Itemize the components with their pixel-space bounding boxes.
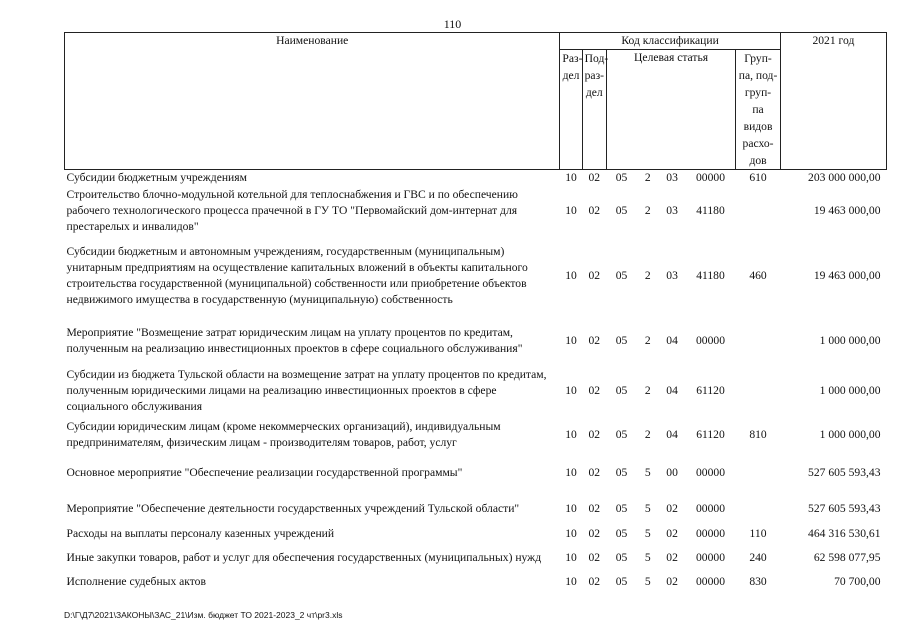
row-podrazdel: 02: [588, 527, 601, 540]
header-year: 2021 год: [780, 33, 886, 170]
row-amount: 203 000 000,00: [808, 171, 881, 184]
row-target-2: 2: [644, 269, 651, 282]
row-razdel: 10: [565, 575, 577, 588]
row-amount: 464 316 530,61: [808, 527, 881, 540]
row-amount: 1 000 000,00: [819, 428, 881, 441]
row-target-4: 41180: [696, 269, 725, 282]
row-name: Основное мероприятие "Обеспечение реализации государственной программы": [66, 466, 463, 479]
header-vidy: Груп- па, под- груп- па видов расхо- дов: [736, 50, 781, 170]
row-target-4: 61120: [696, 384, 725, 397]
table-body: [65, 170, 887, 591]
row-target-1: 05: [615, 204, 628, 217]
row-target-4: 00000: [696, 575, 725, 588]
row-podrazdel: 02: [588, 551, 601, 564]
budget-table: [64, 32, 887, 590]
row-target-2: 5: [644, 502, 651, 515]
row-target-1: 05: [615, 551, 628, 564]
row-name: Субсидии бюджетным и автономным учреждениям, государственным (муниципальным) унитарным предприятиям на осуществление капитальных вложений в объекты капитального строительства государственной (муниципальной) собственности или приобретение объектов недвижимого имущества в государственную (муниципальную) собственность: [66, 245, 528, 306]
table-row: [65, 526, 887, 542]
row-target-1: 05: [615, 466, 628, 479]
row-target-3: 04: [666, 428, 678, 441]
row-target-1: 05: [615, 527, 628, 540]
row-target-1: 05: [615, 428, 628, 441]
row-target-4: 00000: [696, 502, 725, 515]
row-podrazdel: 02: [588, 384, 601, 397]
header-name: Наименование: [65, 33, 560, 170]
row-target-3: 02: [666, 551, 678, 564]
footer-file-path: D:\Г\Д7\2021\ЗАКОНЫ\ЗАС_21\Изм. бюджет ТО 2021-2023_2 чт\pr3.xls: [64, 610, 343, 620]
row-target-2: 2: [644, 171, 651, 184]
row-expense-type: 110: [749, 527, 767, 540]
row-amount: 527 605 593,43: [808, 502, 881, 515]
row-name: Мероприятие "Обеспечение деятельности государственных учреждений Тульской области": [66, 502, 520, 515]
row-target-4: 41180: [696, 204, 725, 217]
row-name: Субсидии бюджетным учреждениям: [66, 171, 247, 184]
row-razdel: 10: [565, 204, 577, 217]
row-target-4: 00000: [696, 171, 725, 184]
row-target-4: 00000: [696, 466, 725, 479]
row-name: Иные закупки товаров, работ и услуг для обеспечения государственных (муниципальных) нужд: [66, 551, 542, 564]
row-podrazdel: 02: [588, 575, 601, 588]
row-target-1: 05: [615, 502, 628, 515]
row-target-4: 00000: [696, 551, 725, 564]
row-target-2: 5: [644, 527, 651, 540]
row-expense-type: [736, 492, 781, 526]
row-target-3: 03: [666, 171, 678, 184]
row-target-3: 00: [666, 466, 678, 479]
row-razdel: 10: [565, 527, 577, 540]
row-target-2: 2: [644, 384, 651, 397]
row-target-2: 2: [644, 204, 651, 217]
row-amount: 19 463 000,00: [813, 269, 881, 282]
header-razdel: Раз- дел: [560, 50, 582, 170]
row-name: Мероприятие "Возмещение затрат юридическим лицам на уплату процентов по кредитам, полученным на реализацию инвестиционных проектов в сфере социального обслуживания": [66, 326, 523, 355]
row-target-3: 04: [666, 334, 678, 347]
table-row: [65, 574, 887, 590]
row-target-3: 02: [666, 575, 678, 588]
row-target-3: 03: [666, 269, 678, 282]
table-row: [65, 454, 887, 492]
row-target-2: 2: [644, 334, 651, 347]
row-target-2: 5: [644, 575, 651, 588]
row-podrazdel: 02: [588, 334, 601, 347]
row-expense-type: [736, 366, 781, 416]
table-row: [65, 236, 887, 316]
table-row: [65, 186, 887, 236]
row-target-1: 05: [615, 384, 628, 397]
row-target-3: 04: [666, 384, 678, 397]
page-number: 110: [443, 17, 462, 31]
row-target-1: 05: [615, 171, 628, 184]
row-name: Расходы на выплаты персоналу казенных учреждений: [66, 527, 335, 540]
row-name: Исполнение судебных актов: [66, 575, 206, 588]
row-target-2: 2: [644, 428, 651, 441]
row-amount: 70 700,00: [834, 575, 881, 588]
table-row: [65, 542, 887, 574]
row-podrazdel: 02: [588, 502, 601, 515]
table-row: [65, 170, 887, 187]
row-podrazdel: 02: [588, 269, 601, 282]
row-razdel: 10: [565, 466, 577, 479]
row-name: Субсидии юридическим лицам (кроме некоммерческих организаций), индивидуальным предпринимателям, физическим лицам - производителям товаров, работ, услуг: [66, 420, 501, 449]
row-razdel: 10: [565, 269, 577, 282]
table-row: [65, 416, 887, 454]
row-amount: 1 000 000,00: [819, 384, 881, 397]
row-expense-type: [736, 454, 781, 492]
row-target-1: 05: [615, 334, 628, 347]
header-podrazdel: Под- раз- дел: [582, 50, 606, 170]
row-expense-type: [736, 186, 781, 236]
table-row: [65, 316, 887, 366]
row-razdel: 10: [565, 384, 577, 397]
row-razdel: 10: [565, 171, 577, 184]
row-razdel: 10: [565, 502, 577, 515]
row-target-3: 02: [666, 527, 678, 540]
row-podrazdel: 02: [588, 171, 601, 184]
row-amount: 19 463 000,00: [813, 204, 881, 217]
row-target-4: 00000: [696, 527, 725, 540]
row-expense-type: 810: [749, 428, 767, 441]
row-amount: 527 605 593,43: [808, 466, 881, 479]
row-target-1: 05: [615, 575, 628, 588]
table-row: [65, 492, 887, 526]
row-target-1: 05: [615, 269, 628, 282]
row-target-2: 5: [644, 466, 651, 479]
row-amount: 1 000 000,00: [819, 334, 881, 347]
row-name: Субсидии из бюджета Тульской области на возмещение затрат на уплату процентов по кредитам, полученным юридическими лицами на реализацию инвестиционных проектов в сфере социального обслуживания: [66, 368, 547, 413]
row-target-2: 5: [644, 551, 651, 564]
row-target-4: 00000: [696, 334, 725, 347]
row-razdel: 10: [565, 428, 577, 441]
row-target-4: 61120: [696, 428, 725, 441]
row-expense-type: 240: [749, 551, 767, 564]
row-podrazdel: 02: [588, 428, 601, 441]
row-podrazdel: 02: [588, 204, 601, 217]
row-name: Строительство блочно-модульной котельной для теплоснабжения и ГВС и по обеспечению рабочего технологического процесса прачечной в ГУ ТО "Первомайский дом-интернат для престарелых и инвалидов": [66, 188, 518, 233]
row-expense-type: 610: [749, 171, 767, 184]
row-razdel: 10: [565, 334, 577, 347]
row-expense-type: 460: [749, 269, 767, 282]
header-code: Код классификации: [560, 33, 780, 50]
row-target-3: 03: [666, 204, 678, 217]
row-expense-type: [736, 316, 781, 366]
header-celevaya: Целевая статья: [606, 50, 735, 170]
row-razdel: 10: [565, 551, 577, 564]
row-expense-type: 830: [749, 575, 767, 588]
table-row: [65, 366, 887, 416]
row-podrazdel: 02: [588, 466, 601, 479]
row-amount: 62 598 077,95: [813, 551, 881, 564]
row-target-3: 02: [666, 502, 678, 515]
